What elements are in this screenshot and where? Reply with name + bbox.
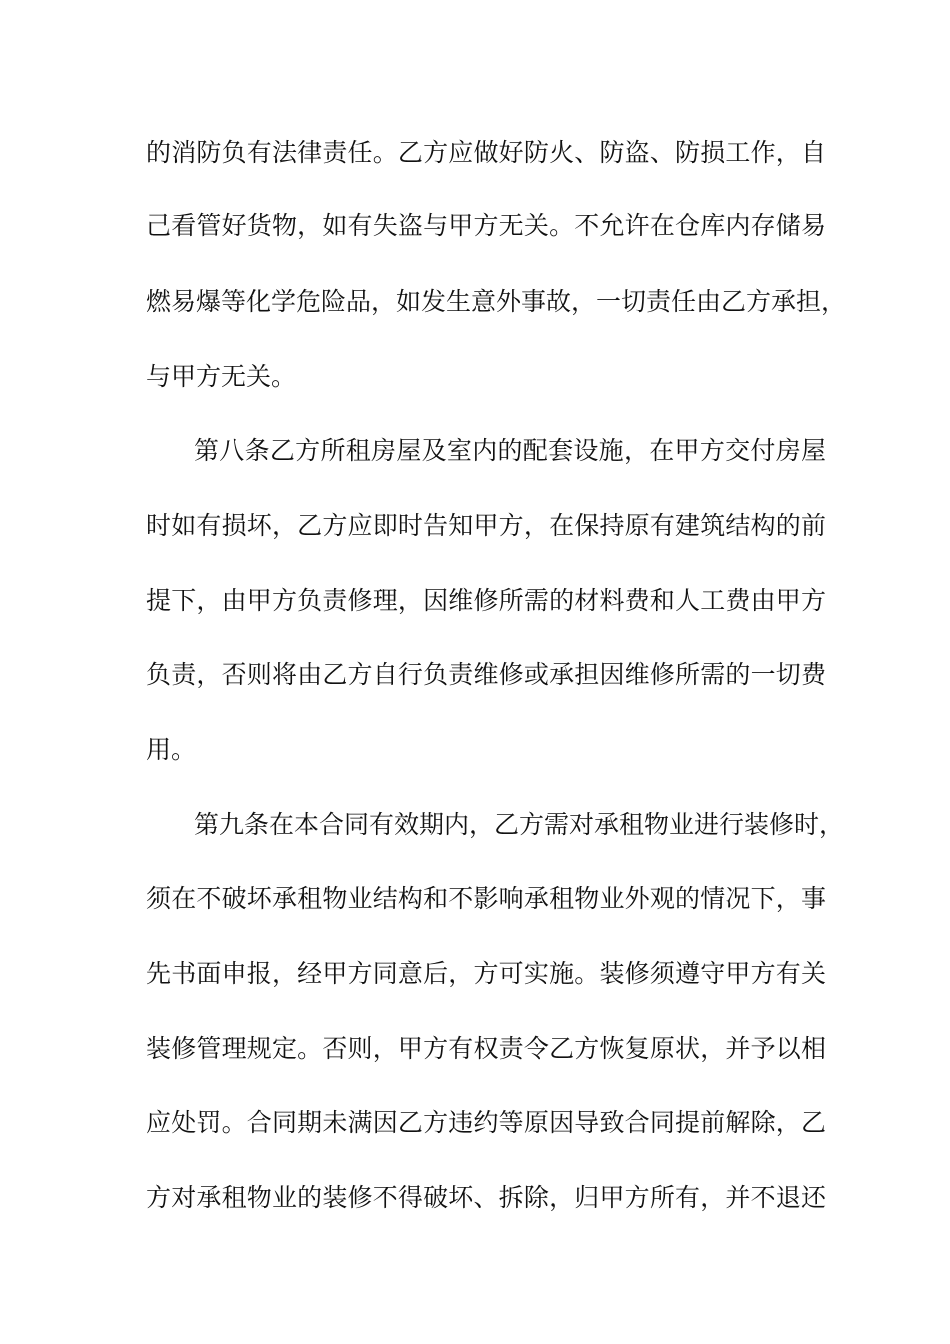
text-line: 先书面申报，经甲方同意后，方可实施。装修须遵守甲方有关 [146, 959, 826, 988]
text-line: 与甲方无关。 [146, 362, 297, 391]
text-line: 应处罚。合同期未满因乙方违约等原因导致合同提前解除，乙 [146, 1108, 826, 1137]
text-line: 燃易爆等化学危险品，如发生意外事故，一切责任由乙方承担， [146, 287, 847, 316]
text-line: 提下，由甲方负责修理，因维修所需的材料费和人工费由甲方 [146, 586, 826, 615]
text-line: 方对承租物业的装修不得破坏、拆除，归甲方所有，并不退还 [146, 1183, 826, 1212]
text-line: 的消防负有法律责任。乙方应做好防火、防盗、防损工作，自 [146, 138, 826, 167]
text-line: 第九条在本合同有效期内，乙方需对承租物业进行装修时， [194, 810, 845, 839]
text-line: 第八条乙方所租房屋及室内的配套设施，在甲方交付房屋 [194, 436, 826, 465]
text-line: 时如有损坏，乙方应即时告知甲方，在保持原有建筑结构的前 [146, 511, 826, 540]
text-line: 负责，否则将由乙方自行负责维修或承担因维修所需的一切费 [146, 660, 826, 689]
text-line: 装修管理规定。否则，甲方有权责令乙方恢复原状，并予以相 [146, 1034, 826, 1063]
text-line: 须在不破坏承租物业结构和不影响承租物业外观的情况下，事 [146, 884, 826, 913]
text-line: 己看管好货物，如有失盗与甲方无关。不允许在仓库内存储易 [146, 211, 826, 240]
text-line: 用。 [146, 735, 197, 764]
